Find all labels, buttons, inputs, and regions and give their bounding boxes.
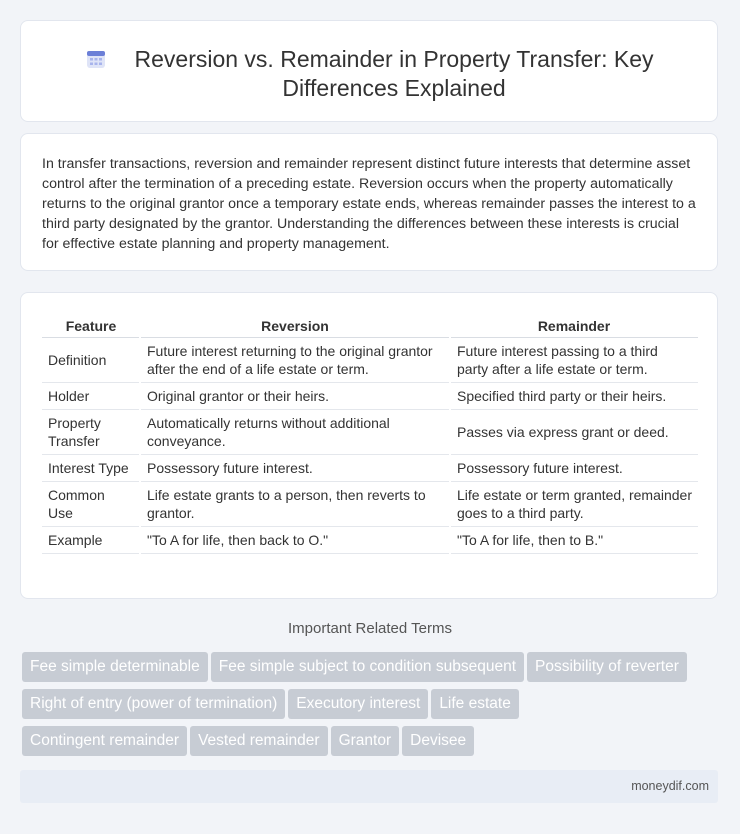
cell-remainder: Life estate or term granted, remainder goes to a third party. — [450, 482, 698, 527]
comparison-table — [42, 313, 698, 554]
cell-reversion: Life estate grants to a person, then reverts to grantor. — [140, 482, 450, 527]
related-term-tag[interactable]: Possibility of reverter — [527, 652, 687, 682]
cell-reversion: Original grantor or their heirs. — [140, 383, 450, 410]
related-term-tag[interactable]: Fee simple determinable — [22, 652, 208, 682]
related-term-tag[interactable]: Fee simple subject to condition subsequent — [211, 652, 524, 682]
cell-reversion: Automatically returns without additional conveyance. — [140, 410, 450, 455]
related-term-tag[interactable]: Grantor — [331, 726, 400, 756]
table-row — [42, 527, 698, 554]
table-header-row — [42, 313, 698, 338]
cell-remainder: Passes via express grant or deed. — [450, 410, 698, 455]
table-row — [42, 410, 698, 455]
comparison-table-card — [20, 292, 718, 599]
header-feature: Feature — [42, 313, 140, 338]
cell-reversion: Possessory future interest. — [140, 455, 450, 482]
calendar-icon — [86, 49, 106, 69]
related-term-tag[interactable]: Right of entry (power of termination) — [22, 689, 285, 719]
cell-feature: Common Use — [42, 482, 140, 527]
related-term-tag[interactable]: Contingent remainder — [22, 726, 187, 756]
footer — [20, 770, 718, 803]
intro-paragraph: In transfer transactions, reversion and remainder represent distinct future interests that determine asset control after the termination of a preceding estate. Reversion occurs when the property automatically returns to the original grantor once a temporary estate ends, whereas remainder passes the interest to a third party designated by the grantor. Understanding the differences between these interests is crucial for effective estate planning and property management. — [42, 156, 696, 252]
cell-remainder: Possessory future interest. — [450, 455, 698, 482]
cell-feature: Example — [42, 527, 140, 554]
cell-remainder: Specified third party or their heirs. — [450, 383, 698, 410]
related-terms-title: Important Related Terms — [288, 620, 452, 637]
cell-reversion: Future interest returning to the original grantor after the end of a life estate or term. — [140, 338, 450, 383]
title-card — [20, 20, 718, 122]
table-row — [42, 482, 698, 527]
header-reversion: Reversion — [140, 313, 450, 338]
cell-remainder: Future interest passing to a third party after a life estate or term. — [450, 338, 698, 383]
related-term-tag[interactable]: Vested remainder — [190, 726, 328, 756]
cell-reversion: "To A for life, then back to O." — [140, 527, 450, 554]
footer-site-link[interactable]: moneydif.com — [631, 779, 709, 793]
related-term-tag[interactable]: Devisee — [402, 726, 474, 756]
related-term-tag[interactable]: Executory interest — [288, 689, 428, 719]
table-row — [42, 338, 698, 383]
cell-feature: Holder — [42, 383, 140, 410]
cell-feature: Definition — [42, 338, 140, 383]
table-row — [42, 383, 698, 410]
related-terms-list — [22, 652, 722, 763]
table-row — [42, 455, 698, 482]
cell-feature: Property Transfer — [42, 410, 140, 455]
cell-feature: Interest Type — [42, 455, 140, 482]
related-term-tag[interactable]: Life estate — [431, 689, 519, 719]
cell-remainder: "To A for life, then to B." — [450, 527, 698, 554]
intro-card — [20, 133, 718, 271]
header-remainder: Remainder — [450, 313, 698, 338]
page-title: Reversion vs. Remainder in Property Transfer: Key Differences Explained — [134, 46, 654, 101]
